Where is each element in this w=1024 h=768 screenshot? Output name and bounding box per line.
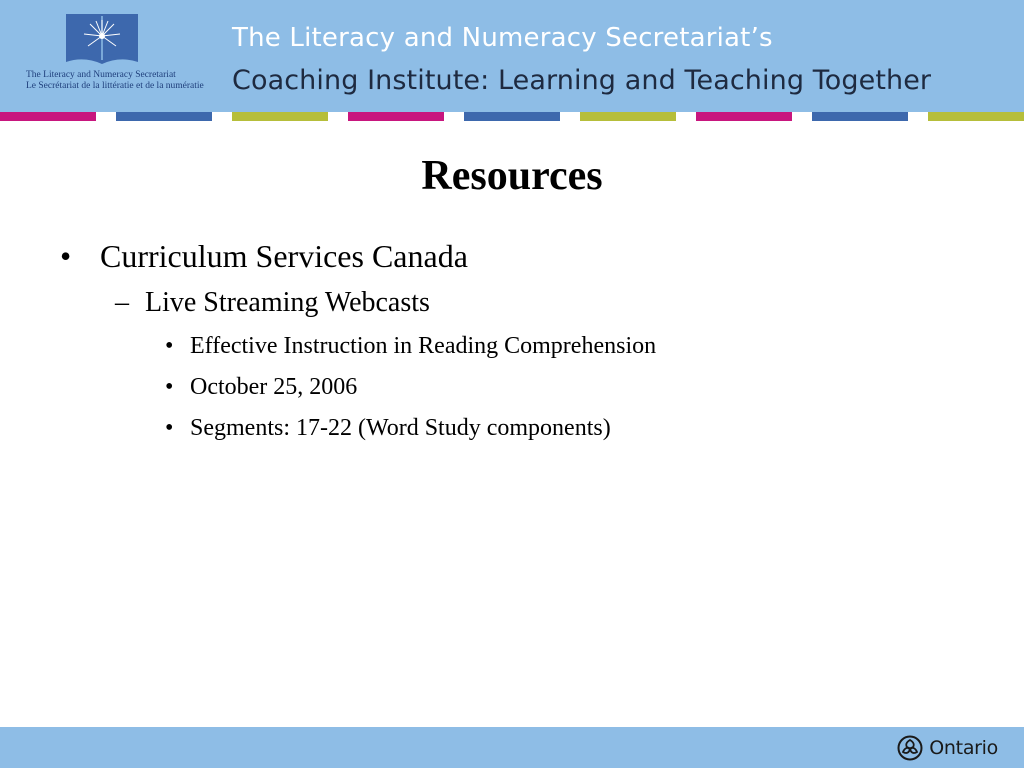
bullet-icon: • [60, 238, 72, 274]
dash-icon: – [115, 287, 129, 318]
bullet-text: Segments: 17-22 (Word Study components) [190, 415, 611, 441]
book-fireworks-icon [64, 12, 140, 66]
color-stripes [0, 112, 1024, 121]
logo-caption [26, 70, 204, 92]
color-stripe [928, 112, 1024, 121]
footer-banner [0, 727, 1024, 768]
bullet-level3 [165, 415, 611, 442]
color-stripe [116, 112, 212, 121]
bullet-icon: • [165, 374, 174, 400]
trillium-icon [897, 735, 923, 761]
ontario-wordmark: Ontario [929, 737, 998, 759]
color-stripe [232, 112, 328, 121]
bullet-text: Effective Instruction in Reading Comprehension [190, 333, 657, 359]
bullet-text: Live Streaming Webcasts [145, 287, 430, 318]
bullet-level3 [165, 333, 656, 360]
color-stripe [348, 112, 444, 121]
color-stripe [580, 112, 676, 121]
color-stripe [812, 112, 908, 121]
logo-caption-fr: Le Secrétariat de la littératie et de la numératie [26, 81, 204, 91]
ontario-logo [897, 735, 998, 761]
bullet-text: October 25, 2006 [190, 374, 358, 400]
bullet-level3 [165, 374, 357, 401]
bullet-icon: • [165, 333, 174, 359]
bullet-text: Curriculum Services Canada [100, 238, 468, 274]
logo-caption-en: The Literacy and Numeracy Secretariat [26, 70, 176, 80]
color-stripe [464, 112, 560, 121]
color-stripe [0, 112, 96, 121]
header-banner [0, 0, 1024, 112]
bullet-level2 [115, 287, 430, 319]
banner-subtitle: Coaching Institute: Learning and Teaching Together [232, 65, 932, 96]
color-stripe [696, 112, 792, 121]
bullet-level1 [60, 238, 468, 275]
banner-title: The Literacy and Numeracy Secretariat’s [232, 23, 773, 53]
slide-title: Resources [421, 153, 603, 199]
bullet-icon: • [165, 415, 174, 441]
